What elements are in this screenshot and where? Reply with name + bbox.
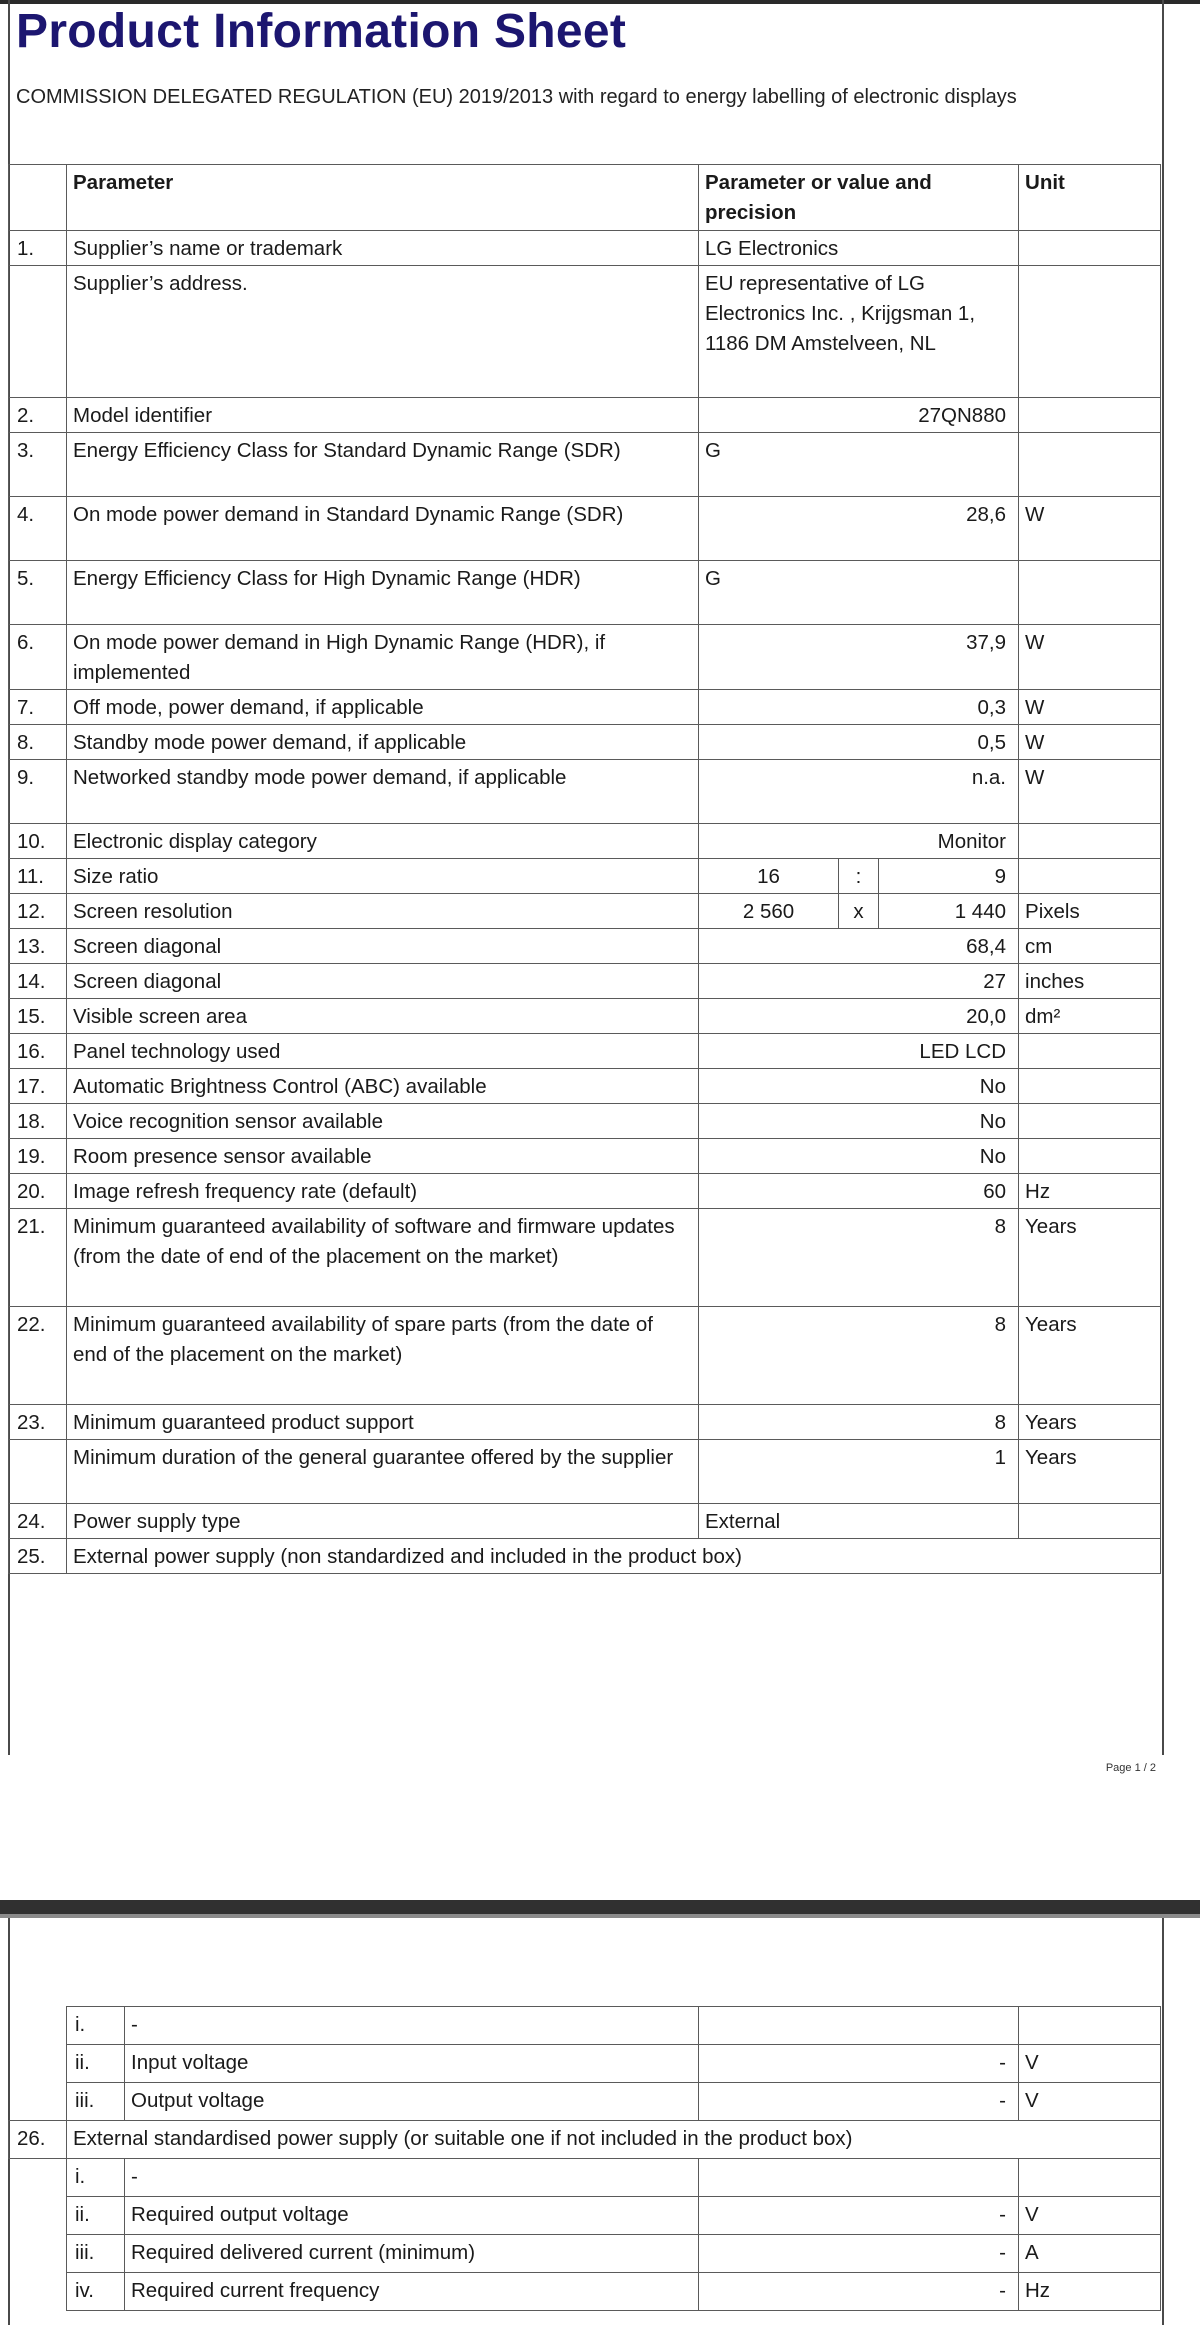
sub-row-indent: [9, 2045, 67, 2083]
table-row: [9, 433, 1161, 497]
row-value: 8: [699, 1307, 1019, 1405]
row-unit: Years: [1019, 1405, 1161, 1440]
row-parameter: Supplier’s address.: [67, 266, 699, 398]
row-value: LED LCD: [699, 1034, 1019, 1069]
row-number: 9.: [9, 760, 67, 824]
row-unit: dm²: [1019, 999, 1161, 1034]
table-row: [9, 625, 1161, 690]
row-unit: [1019, 1034, 1161, 1069]
table-row: [9, 266, 1161, 398]
row-unit: [1019, 824, 1161, 859]
row-number: [9, 266, 67, 398]
table-row: [9, 1307, 1161, 1405]
row-parameter: Standby mode power demand, if applicable: [67, 725, 699, 760]
row-unit: W: [1019, 625, 1161, 690]
row-unit: W: [1019, 725, 1161, 760]
row-parameter: Supplier’s name or trademark: [67, 231, 699, 266]
sub-row-indent: [9, 2235, 67, 2273]
header-no: [9, 165, 67, 231]
table-row: [9, 760, 1161, 824]
sub-row-indent: [9, 2083, 67, 2121]
power-supply-body: [9, 2007, 1161, 2311]
row-parameter: Size ratio: [67, 859, 699, 894]
table-row: [9, 894, 1161, 929]
sub-row-indent: [9, 2273, 67, 2311]
row-parameter: On mode power demand in High Dynamic Range (HDR), if implemented: [67, 625, 699, 690]
regulation-subtitle: COMMISSION DELEGATED REGULATION (EU) 2019/2013 with regard to energy labelling of electronic displays: [16, 86, 1017, 108]
row-parameter: Image refresh frequency rate (default): [67, 1174, 699, 1209]
row-parameter: Minimum guaranteed availability of spare parts (from the date of end of the placement on the market): [67, 1307, 699, 1405]
table-row: [9, 1209, 1161, 1307]
sub-row-unit: A: [1019, 2235, 1161, 2273]
sub-row-value: -: [699, 2045, 1019, 2083]
row-number: 18.: [9, 1104, 67, 1139]
sub-row: [9, 2159, 1161, 2197]
row-value: Monitor: [699, 824, 1019, 859]
sub-row-unit: V: [1019, 2045, 1161, 2083]
row-value-separator: :: [839, 859, 879, 894]
row-value: No: [699, 1069, 1019, 1104]
row-parameter: External power supply (non standardized and included in the product box): [67, 1539, 1161, 1574]
row-value: 0,3: [699, 690, 1019, 725]
sub-row-number: iii.: [67, 2235, 125, 2273]
row-number: 3.: [9, 433, 67, 497]
row-number: 26.: [9, 2121, 67, 2159]
row-number: 10.: [9, 824, 67, 859]
row-number: 13.: [9, 929, 67, 964]
table-row: [9, 231, 1161, 266]
row-number: 7.: [9, 690, 67, 725]
row-number: 20.: [9, 1174, 67, 1209]
row-number: 1.: [9, 231, 67, 266]
row-value: 20,0: [699, 999, 1019, 1034]
sub-row-unit: V: [1019, 2197, 1161, 2235]
row-unit: W: [1019, 760, 1161, 824]
row-number: 5.: [9, 561, 67, 625]
row-unit: Years: [1019, 1209, 1161, 1307]
row-value-separator: x: [839, 894, 879, 929]
sub-row-number: ii.: [67, 2045, 125, 2083]
row-unit: [1019, 859, 1161, 894]
table-row: [9, 1034, 1161, 1069]
table-row: [9, 1139, 1161, 1174]
sub-row-number: i.: [67, 2159, 125, 2197]
row-value: 28,6: [699, 497, 1019, 561]
row-value: 68,4: [699, 929, 1019, 964]
row-unit: W: [1019, 690, 1161, 725]
row-unit: Hz: [1019, 1174, 1161, 1209]
table-row: [9, 1174, 1161, 1209]
table-row: [9, 398, 1161, 433]
sub-row-unit: [1019, 2007, 1161, 2045]
row-unit: cm: [1019, 929, 1161, 964]
table-row: [9, 1405, 1161, 1440]
sub-row: [9, 2197, 1161, 2235]
table-row: [9, 999, 1161, 1034]
row-value: 1: [699, 1440, 1019, 1504]
sub-row-indent: [9, 2007, 67, 2045]
row-parameter: Energy Efficiency Class for High Dynamic Range (HDR): [67, 561, 699, 625]
row-parameter: Automatic Brightness Control (ABC) available: [67, 1069, 699, 1104]
power-supply-table: [8, 2006, 1161, 2311]
row-unit: [1019, 1069, 1161, 1104]
row-value: G: [699, 433, 1019, 497]
sub-row-parameter: -: [125, 2007, 699, 2045]
table-row: [9, 1069, 1161, 1104]
row-parameter: Panel technology used: [67, 1034, 699, 1069]
row-number: 4.: [9, 497, 67, 561]
row-number: 14.: [9, 964, 67, 999]
row-value-b: 1 440: [879, 894, 1019, 929]
page-title: Product Information Sheet: [16, 5, 627, 58]
row-parameter: On mode power demand in Standard Dynamic Range (SDR): [67, 497, 699, 561]
row-parameter: Screen diagonal: [67, 964, 699, 999]
sub-row-indent: [9, 2197, 67, 2235]
row-value-b: 9: [879, 859, 1019, 894]
row-value: G: [699, 561, 1019, 625]
table-row: [9, 690, 1161, 725]
table-row: [9, 561, 1161, 625]
row-number: 2.: [9, 398, 67, 433]
sub-row-unit: Hz: [1019, 2273, 1161, 2311]
row-value: 37,9: [699, 625, 1019, 690]
row-parameter: Screen diagonal: [67, 929, 699, 964]
row-number: 8.: [9, 725, 67, 760]
page-break: [0, 1900, 1200, 1914]
row-unit: [1019, 1139, 1161, 1174]
row-parameter: Networked standby mode power demand, if applicable: [67, 760, 699, 824]
row-value: 27: [699, 964, 1019, 999]
table-row: [9, 497, 1161, 561]
row-unit: Pixels: [1019, 894, 1161, 929]
sub-row-value: -: [699, 2235, 1019, 2273]
row-number: 15.: [9, 999, 67, 1034]
row-value: n.a.: [699, 760, 1019, 824]
row-unit: Years: [1019, 1440, 1161, 1504]
sub-row: [9, 2045, 1161, 2083]
row-parameter: Energy Efficiency Class for Standard Dynamic Range (SDR): [67, 433, 699, 497]
sub-row: [9, 2235, 1161, 2273]
row-value: 27QN880: [699, 398, 1019, 433]
row-unit: [1019, 398, 1161, 433]
row-number: 19.: [9, 1139, 67, 1174]
row-parameter: External standardised power supply (or suitable one if not included in the product box): [67, 2121, 1161, 2159]
row-parameter: Room presence sensor available: [67, 1139, 699, 1174]
row-unit: [1019, 433, 1161, 497]
header-unit: Unit: [1019, 165, 1161, 231]
sub-row: [9, 2007, 1161, 2045]
row-parameter: Minimum guaranteed product support: [67, 1405, 699, 1440]
table-row: [9, 929, 1161, 964]
sub-row-value: -: [699, 2273, 1019, 2311]
table-row: [9, 859, 1161, 894]
sub-row-value: -: [699, 2083, 1019, 2121]
row-value: 8: [699, 1405, 1019, 1440]
row-number: [9, 1440, 67, 1504]
row-number: 25.: [9, 1539, 67, 1574]
sub-row-value: -: [699, 2197, 1019, 2235]
row-value: 8: [699, 1209, 1019, 1307]
row-unit: [1019, 1104, 1161, 1139]
sub-row-value: [699, 2159, 1019, 2197]
row-unit: [1019, 561, 1161, 625]
row-number: 6.: [9, 625, 67, 690]
row-value: External: [699, 1504, 1019, 1539]
sub-row-unit: [1019, 2159, 1161, 2197]
page-number: Page 1 / 2: [1105, 1762, 1156, 1774]
table-row: [9, 824, 1161, 859]
row-unit: [1019, 266, 1161, 398]
sub-row-number: iii.: [67, 2083, 125, 2121]
row-unit: [1019, 231, 1161, 266]
sub-row-indent: [9, 2159, 67, 2197]
row-parameter: Off mode, power demand, if applicable: [67, 690, 699, 725]
row-value: EU representative of LG Electronics Inc. , Krijgsman 1, 1186 DM Amstelveen, NL: [699, 266, 1019, 398]
sub-row-parameter: Required output voltage: [125, 2197, 699, 2235]
row-value: No: [699, 1104, 1019, 1139]
row-parameter: Minimum guaranteed availability of software and firmware updates (from the date of end of the placement on the market): [67, 1209, 699, 1307]
header-parameter: Parameter: [67, 165, 699, 231]
sub-row-value: [699, 2007, 1019, 2045]
row-parameter: Voice recognition sensor available: [67, 1104, 699, 1139]
row-number: 11.: [9, 859, 67, 894]
row-value: 60: [699, 1174, 1019, 1209]
row-number: 17.: [9, 1069, 67, 1104]
row-number: 21.: [9, 1209, 67, 1307]
sub-row: [9, 2273, 1161, 2311]
row-number: 12.: [9, 894, 67, 929]
row-parameter: Minimum duration of the general guarantee offered by the supplier: [67, 1440, 699, 1504]
row-parameter: Model identifier: [67, 398, 699, 433]
sub-row-parameter: Input voltage: [125, 2045, 699, 2083]
row-unit: Years: [1019, 1307, 1161, 1405]
sub-row-number: iv.: [67, 2273, 125, 2311]
row-unit: [1019, 1504, 1161, 1539]
table-row: [9, 1440, 1161, 1504]
table-row: [9, 1104, 1161, 1139]
product-info-table: [8, 164, 1161, 1574]
sub-row-parameter: Required current frequency: [125, 2273, 699, 2311]
row-value: LG Electronics: [699, 231, 1019, 266]
row-value: 0,5: [699, 725, 1019, 760]
table-row: [9, 2121, 1161, 2159]
row-parameter: Electronic display category: [67, 824, 699, 859]
sub-row-parameter: Required delivered current (minimum): [125, 2235, 699, 2273]
table-header-row: [9, 165, 1161, 231]
row-unit: W: [1019, 497, 1161, 561]
sub-row: [9, 2083, 1161, 2121]
table-row: [9, 725, 1161, 760]
row-number: 22.: [9, 1307, 67, 1405]
row-parameter: Visible screen area: [67, 999, 699, 1034]
row-number: 23.: [9, 1405, 67, 1440]
row-value-a: 2 560: [699, 894, 839, 929]
sub-row-parameter: Output voltage: [125, 2083, 699, 2121]
sub-row-parameter: -: [125, 2159, 699, 2197]
table-row: [9, 1539, 1161, 1574]
sub-row-number: i.: [67, 2007, 125, 2045]
sub-row-unit: V: [1019, 2083, 1161, 2121]
row-value: No: [699, 1139, 1019, 1174]
row-parameter: Screen resolution: [67, 894, 699, 929]
table-row: [9, 1504, 1161, 1539]
row-number: 24.: [9, 1504, 67, 1539]
row-parameter: Power supply type: [67, 1504, 699, 1539]
row-number: 16.: [9, 1034, 67, 1069]
row-value-a: 16: [699, 859, 839, 894]
table-row: [9, 964, 1161, 999]
table-body: [9, 231, 1161, 1574]
header-value: Parameter or value and precision: [699, 165, 1019, 231]
row-unit: inches: [1019, 964, 1161, 999]
sub-row-number: ii.: [67, 2197, 125, 2235]
